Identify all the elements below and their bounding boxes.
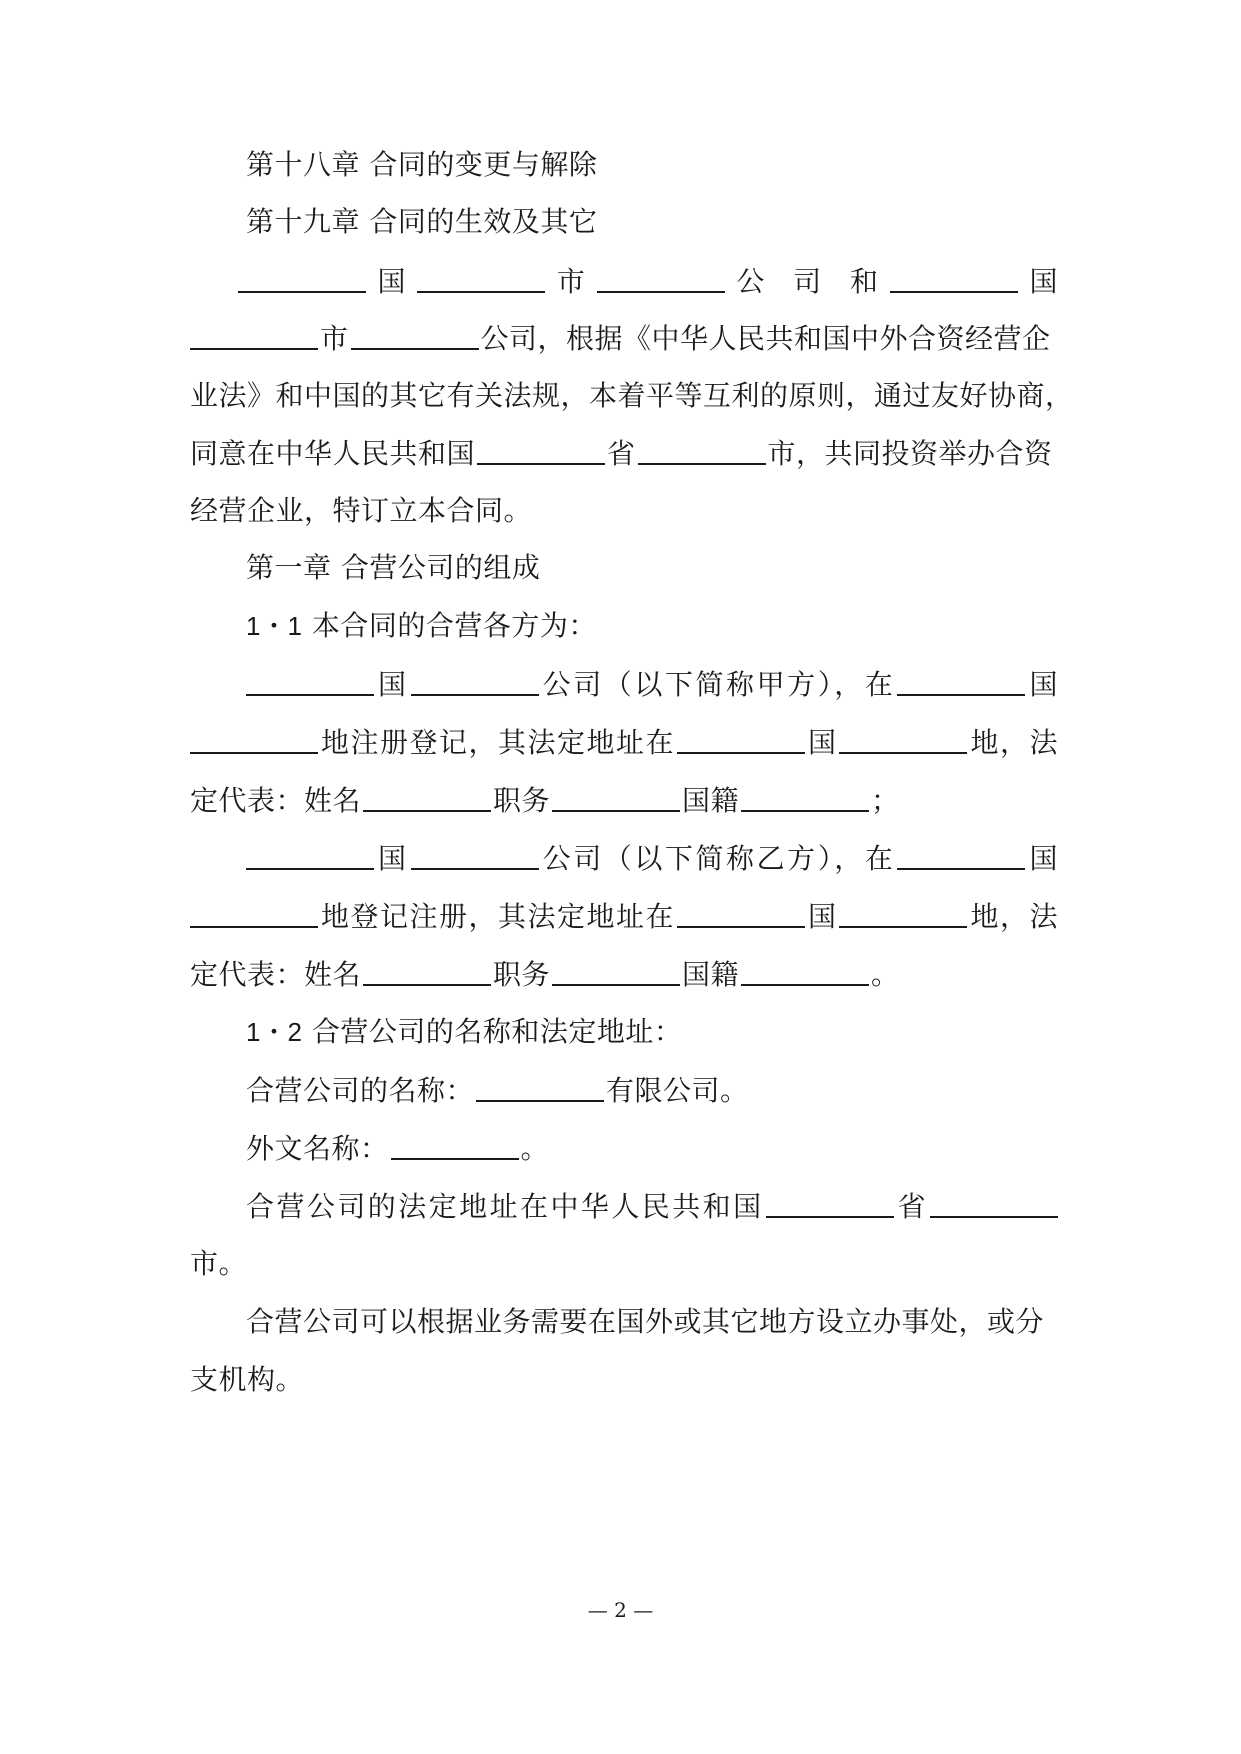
blank-field[interactable] (190, 896, 318, 928)
blank-field[interactable] (766, 1186, 894, 1218)
blank-field[interactable] (897, 838, 1025, 870)
legal-address-line-1: 合营公司的法定地址在中华人民共和国 省 (246, 1186, 1058, 1226)
blank-field[interactable] (741, 954, 869, 986)
chapter-1-heading: 第一章 合营公司的组成 (246, 551, 541, 584)
blank-field[interactable] (391, 1128, 519, 1160)
blank-field[interactable] (930, 1186, 1058, 1218)
preamble-line-4: 同意在中华人民共和国 省 市，共同投资举办合资 (190, 433, 1058, 473)
blank-field[interactable] (238, 261, 366, 293)
blank-field[interactable] (363, 780, 491, 812)
foreign-name-line: 外文名称： 。 (246, 1128, 1058, 1168)
party-a-line-3: 定代表：姓名 职务 国籍 ； (190, 780, 1058, 820)
preamble-line-3: 业法》和中国的其它有关法规，本着平等互利的原则，通过友好协商， (190, 379, 1074, 412)
blank-field[interactable] (638, 433, 766, 465)
blank-field[interactable] (246, 838, 374, 870)
blank-field[interactable] (190, 722, 318, 754)
clause-1-1: 1・1 本合同的合营各方为： (246, 609, 597, 642)
chapter-18-heading: 第十八章 合同的变更与解除 (246, 148, 598, 181)
blank-field[interactable] (552, 780, 680, 812)
blank-field[interactable] (411, 664, 539, 696)
party-b-line-3: 定代表：姓名 职务 国籍 。 (190, 954, 1058, 994)
party-a-line-1: 国 公司（以下简称甲方），在 国 (246, 664, 1058, 704)
legal-address-line-2: 市。 (190, 1247, 248, 1280)
branch-office-line-1: 合营公司可以根据业务需要在国外或其它地方设立办事处，或分 (246, 1305, 1045, 1338)
blank-field[interactable] (897, 664, 1025, 696)
preamble-line-2: 市 公司，根据《中华人民共和国中外合资经营企 (190, 318, 1058, 358)
blank-field[interactable] (890, 261, 1018, 293)
blank-field[interactable] (741, 780, 869, 812)
blank-field[interactable] (351, 318, 479, 350)
blank-field[interactable] (477, 433, 605, 465)
blank-field[interactable] (190, 318, 318, 350)
blank-field[interactable] (363, 954, 491, 986)
chapter-19-heading: 第十九章 合同的生效及其它 (246, 205, 598, 238)
blank-field[interactable] (839, 722, 967, 754)
blank-field[interactable] (246, 664, 374, 696)
blank-field[interactable] (552, 954, 680, 986)
blank-field[interactable] (677, 896, 805, 928)
party-b-line-1: 国 公司（以下简称乙方），在 国 (246, 838, 1058, 878)
blank-field[interactable] (839, 896, 967, 928)
branch-office-line-2: 支机构。 (190, 1363, 305, 1396)
blank-field[interactable] (597, 261, 725, 293)
preamble-line-1: 国 市 公 司 和 国 (236, 261, 1058, 301)
clause-1-2: 1・2 合营公司的名称和法定地址： (246, 1015, 683, 1048)
party-a-line-2: 地注册登记，其法定地址在 国 地，法 (190, 722, 1058, 762)
company-name-line: 合营公司的名称： 有限公司。 (246, 1070, 1058, 1110)
preamble-line-5: 经营企业，特订立本合同。 (190, 494, 533, 527)
page-number: — 2 — (587, 1598, 654, 1622)
party-b-line-2: 地登记注册，其法定地址在 国 地，法 (190, 896, 1058, 936)
blank-field[interactable] (417, 261, 545, 293)
blank-field[interactable] (476, 1070, 604, 1102)
blank-field[interactable] (677, 722, 805, 754)
blank-field[interactable] (411, 838, 539, 870)
